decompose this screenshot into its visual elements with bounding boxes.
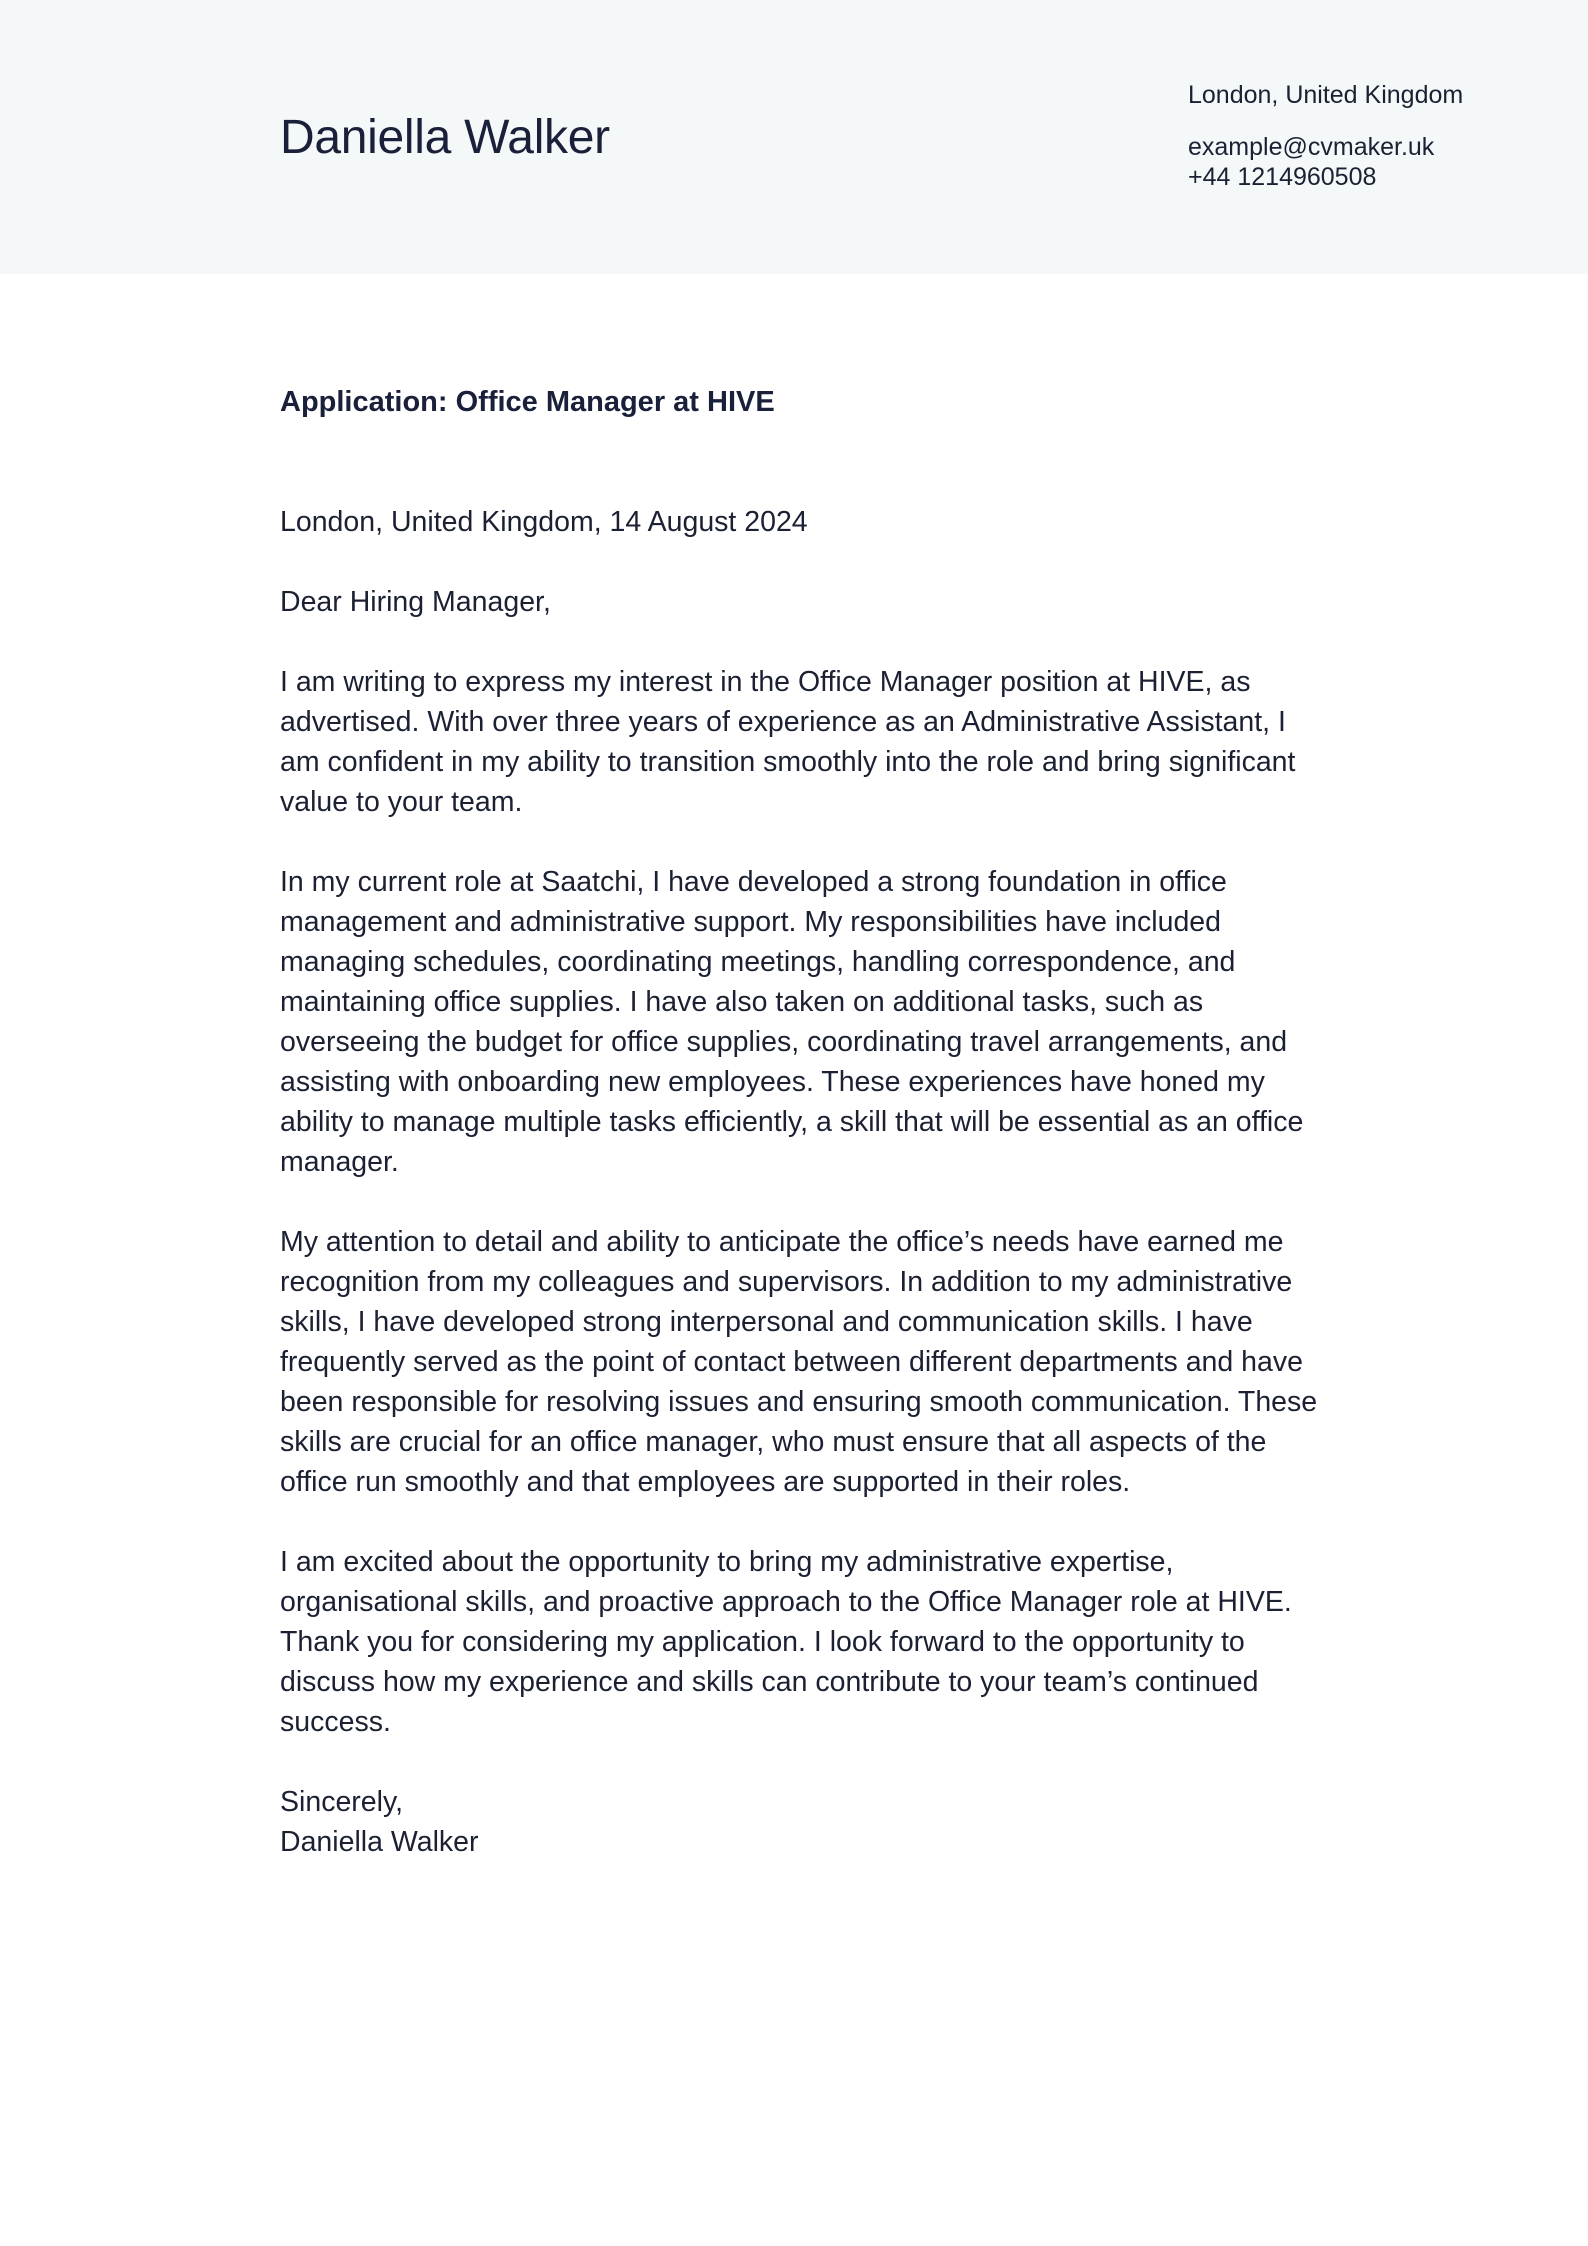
signature: Daniella Walker	[280, 1826, 479, 1858]
letter-body	[280, 502, 1330, 1862]
applicant-name: Daniella Walker	[280, 111, 610, 164]
body-paragraph-3: My attention to detail and ability to anticipate the office’s needs have earned me recognition from my colleagues and supervisors. In addition to my administrative skills, I have developed strong interpersonal and communication skills. I have frequently served as the point of contact between different departments and have been responsible for resolving issues and ensuring smooth communication. These skills are crucial for an office manager, who must ensure that all aspects of the office run smoothly and that employees are supported in their roles.	[280, 1226, 1318, 1498]
letter-subject: Application: Office Manager at HIVE	[280, 386, 775, 418]
contact-location: London, United Kingdom	[1188, 81, 1464, 109]
closing: Sincerely,	[280, 1786, 404, 1818]
contact-phone: +44 1214960508	[1188, 163, 1377, 191]
body-paragraph-4: I am excited about the opportunity to bring my administrative expertise, organisational skills, and proactive approach to the Office Manager role at HIVE. Thank you for considering my application. I look forward to the opportunity to discuss how my experience and skills can contribute to your team’s continued success.	[280, 1546, 1292, 1738]
body-paragraph-1: I am writing to express my interest in the Office Manager position at HIVE, as advertised. With over three years of experience as an Administrative Assistant, I am confident in my ability to transition smoothly into the role and bring significant value to your team.	[280, 666, 1296, 818]
body-paragraph-2: In my current role at Saatchi, I have developed a strong foundation in office management and administrative support. My responsibilities have included managing schedules, coordinating meetings, handling correspondence, and maintaining office supplies. I have also taken on additional tasks, such as overseeing the budget for office supplies, coordinating travel arrangements, and assisting with onboarding new employees. These experiences have honed my ability to manage multiple tasks efficiently, a skill that will be essential as an office manager.	[280, 866, 1304, 1178]
contact-details	[1188, 78, 1463, 192]
salutation: Dear Hiring Manager,	[280, 586, 551, 618]
contact-email: example@cvmaker.uk	[1188, 133, 1435, 161]
place-and-date: London, United Kingdom, 14 August 2024	[280, 506, 808, 538]
letter-header	[0, 0, 1588, 274]
